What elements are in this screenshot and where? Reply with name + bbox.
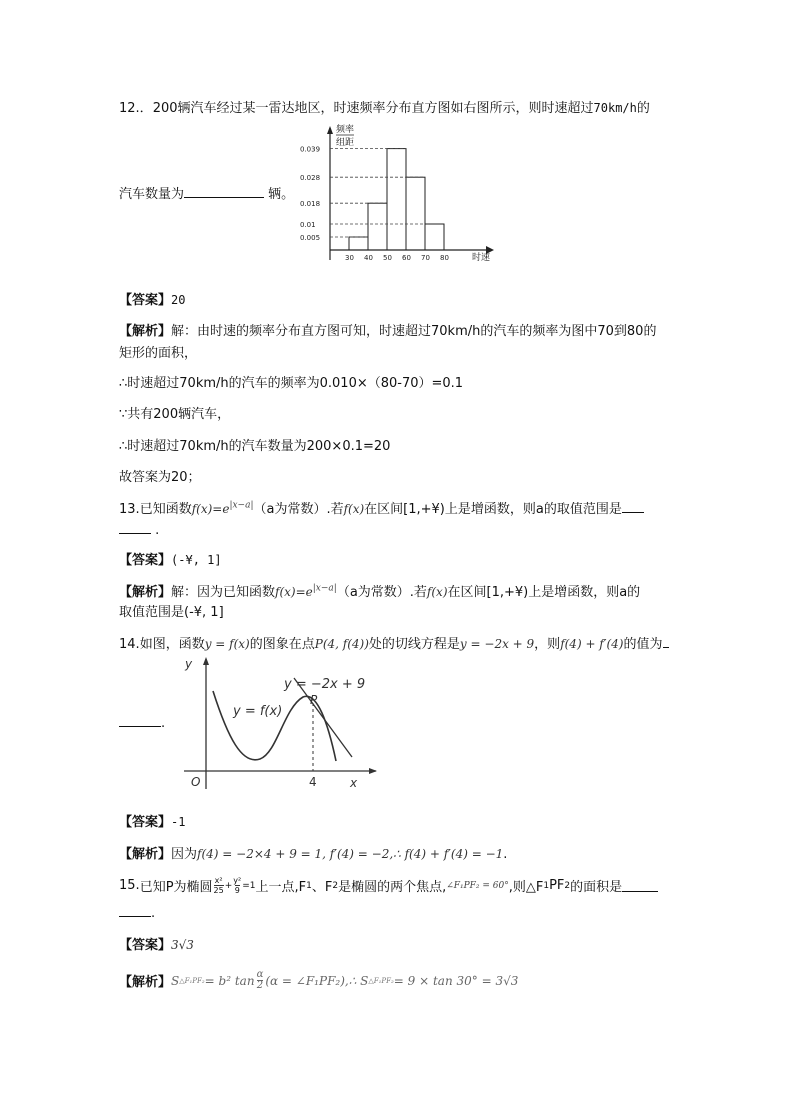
- q12-line2-post: 辆。: [268, 187, 295, 202]
- q14-analysis-formula: f(4) = −2×4 + 9 = 1, f′(4) = −2,∴ f(4) + f′(4) = −1: [197, 847, 504, 861]
- q15-frac1-den: 25: [213, 886, 224, 895]
- answer-tag: 【答案】: [119, 938, 172, 953]
- q15-analysis: [119, 970, 518, 991]
- q13-analysis-l2: 取值范围是(-¥, 1]: [119, 605, 224, 620]
- q13-stem-a: 已知函数: [139, 502, 192, 517]
- y-tick-label: 0.005: [300, 234, 321, 242]
- q15-frac1: [214, 876, 224, 895]
- q15-frac2-num: y²: [233, 876, 242, 885]
- q13-answer-value: (-¥, 1]: [171, 553, 222, 567]
- q13-analysis-a: 解：因为已知函数: [171, 585, 276, 600]
- q12-analysis-l4: ∵共有200辆汽车，: [119, 407, 231, 422]
- y-axis-arrow-icon: [327, 126, 333, 134]
- q12-stem: [119, 97, 650, 116]
- histogram-chart: [296, 122, 506, 268]
- q15-analysis-frac-den: 2: [256, 980, 264, 991]
- y-axis-title-top: 频率: [336, 125, 355, 135]
- q15-sub4: 2: [564, 880, 571, 891]
- q12-analysis-l1: [119, 320, 656, 339]
- histogram-bar: [349, 237, 368, 250]
- q15-comma: 、F: [311, 880, 333, 895]
- q14-stem-d: ，则: [534, 637, 561, 652]
- q13-analysis-formula-fx: f(x): [426, 585, 448, 599]
- q15-plus: +: [224, 880, 233, 891]
- q13-stem-b: （a为常数）.若: [253, 502, 344, 517]
- q13-analysis-formula-f: f(x)=e: [275, 585, 313, 599]
- q13-analysis-c: 在区间[1,+¥)上是增函数，则a的: [447, 585, 641, 600]
- q14-stem-e: 的值为: [623, 637, 663, 652]
- histogram-bar: [406, 177, 425, 250]
- q12-analysis-l2: 矩形的面积，: [119, 346, 198, 361]
- q15-sub1: 1: [306, 880, 312, 891]
- q13-stem: [119, 498, 644, 517]
- histogram-bar: [425, 224, 444, 250]
- x-axis-label: x: [350, 776, 358, 790]
- q14-stem-b: 的图象在点: [249, 637, 315, 652]
- q14-stem-a: 如图，函数: [139, 637, 205, 652]
- q15-analysis-frac-num: α: [256, 969, 264, 980]
- q12-analysis-l3: ∴时速超过70km/h的汽车的频率为0.010×（80-70）=0.1: [119, 376, 464, 391]
- q15-analysis-mid: = b² tan: [204, 973, 255, 988]
- q12-answer-blank[interactable]: [184, 185, 264, 198]
- q15-mid: PF: [549, 878, 565, 893]
- q14-analysis-end: .: [503, 847, 508, 862]
- q13-stem-line2: [119, 521, 159, 538]
- x-tick-label: 30: [345, 254, 354, 262]
- q15-answer-blank-2[interactable]: [119, 904, 151, 917]
- y-tick-label: 0.039: [300, 145, 321, 154]
- q15-stem: [119, 876, 658, 895]
- q12-analysis-l6: 故答案为20；: [119, 470, 201, 485]
- q14-formula-p: P(4, f(4)): [314, 637, 369, 651]
- q12-number: 12.．: [119, 101, 153, 116]
- q15-stem-a: 已知P为椭圆: [139, 880, 213, 895]
- x-tick-4: 4: [309, 775, 317, 789]
- function-graph: [180, 653, 380, 793]
- q14-formula-y: y = f(x): [204, 637, 250, 651]
- x-axis-title: 时速: [472, 253, 491, 263]
- q13-answer-blank-1[interactable]: [622, 500, 644, 513]
- x-axis-arrow-icon: [369, 768, 377, 774]
- function-curve: [213, 691, 336, 761]
- q15-stem-b: 上一点,F: [255, 880, 307, 895]
- q15-analysis-frac: [257, 970, 264, 991]
- y-tick-label: 0.01: [300, 221, 316, 229]
- origin-label: O: [191, 775, 201, 789]
- q12-analysis-l5: ∴时速超过70km/h的汽车数量为200×0.1=20: [119, 439, 391, 454]
- q15-formula-angle: ∠F₁PF₂ = 60°: [446, 880, 509, 891]
- q15-frac2-den: 9: [234, 886, 240, 895]
- q13-formula-f: f(x)=e: [191, 502, 230, 516]
- q15-analysis-paren: (α = ∠F₁PF₂),∴ S: [265, 973, 369, 988]
- q13-formula-fx: f(x): [343, 502, 365, 516]
- q13-answer: [119, 549, 222, 568]
- answer-tag: 【答案】: [119, 553, 172, 568]
- q14-answer-blank-1[interactable]: [663, 635, 669, 648]
- q14-analysis-pre: 因为: [171, 847, 198, 862]
- y-axis-label: y: [185, 657, 193, 671]
- q15-stem-c: 是椭圆的两个焦点,: [338, 880, 447, 895]
- q14-analysis: [119, 843, 507, 862]
- q15-stem-d: ,则△F: [508, 880, 544, 895]
- analysis-tag: 【解析】: [119, 975, 172, 990]
- q15-eq: =1: [242, 880, 256, 891]
- q14-answer-value: -1: [171, 815, 186, 829]
- q15-stem-line2: [119, 904, 155, 921]
- x-tick-label: 80: [440, 254, 449, 262]
- q15-analysis-sub1: △F₁PF₂: [179, 976, 205, 985]
- q15-frac2: [233, 876, 241, 895]
- answer-tag: 【答案】: [119, 293, 172, 308]
- analysis-tag: 【解析】: [119, 585, 172, 600]
- q15-stem-e: 的面积是: [570, 880, 623, 895]
- q12-stem-post: 的: [636, 101, 650, 116]
- q15-analysis-sub2: △F₁PF₂: [368, 976, 394, 985]
- q14-stem-c: 处的切线方程是: [368, 637, 460, 652]
- q15-frac1-num: x²: [214, 876, 223, 885]
- curve-label: y = f(x): [233, 704, 283, 719]
- q13-analysis-formula-exp: |x−a|: [312, 583, 337, 594]
- y-axis-title-bottom: 组距: [336, 138, 355, 148]
- q12-stem-text: 200辆汽车经过某一雷达地区，时速频率分布直方图如右图所示，则时速超过: [152, 101, 594, 116]
- q14-answer-blank-2[interactable]: [119, 714, 161, 727]
- q15-analysis-s1: S: [171, 973, 180, 988]
- q12-line2: [119, 183, 294, 202]
- q14-answer: [119, 811, 185, 830]
- q15-stem-end: .: [151, 906, 156, 921]
- x-tick-label: 70: [421, 254, 430, 262]
- q13-stem-end: .: [155, 523, 160, 538]
- q15-number: 15.: [119, 878, 140, 893]
- q12-answer-value: 20: [171, 293, 186, 307]
- q13-analysis-l1: [119, 581, 640, 600]
- point-label: P: [310, 693, 318, 707]
- histogram-bar: [368, 203, 387, 250]
- q12-answer: [119, 289, 185, 308]
- q15-answer-value: 3√3: [171, 938, 194, 952]
- q15-sub2: 2: [332, 880, 339, 891]
- y-tick-label: 0.018: [300, 200, 321, 209]
- q13-answer-blank-2[interactable]: [119, 521, 151, 534]
- q14-formula-tan: y = −2x + 9: [459, 637, 535, 651]
- q15-analysis-end: = 9 × tan 30° = 3√3: [393, 973, 519, 988]
- x-tick-label: 40: [364, 254, 373, 262]
- q14-stem: [119, 633, 669, 652]
- x-tick-label: 60: [402, 254, 411, 262]
- y-axis-arrow-icon: [203, 657, 209, 665]
- q12-analysis-text1: 解：由时速的频率分布直方图可知，时速超过70km/h的汽车的频率为图中70到80的: [171, 324, 657, 339]
- q14-stem-end: .: [161, 716, 166, 731]
- analysis-tag: 【解析】: [119, 847, 172, 862]
- y-tick-label: 0.028: [300, 174, 321, 183]
- q14-formula-q: f(4) + f′(4): [560, 637, 624, 651]
- q15-answer: [119, 934, 194, 953]
- q13-number: 13.: [119, 502, 140, 517]
- q15-answer-blank-1[interactable]: [622, 879, 658, 892]
- q13-analysis-b: （a为常数）.若: [336, 585, 427, 600]
- q13-stem-c: 在区间[1,+¥)上是增函数，则a的取值范围是: [364, 502, 622, 517]
- histogram-bar: [387, 149, 406, 250]
- q12-line2-text: 汽车数量为: [119, 187, 185, 202]
- q14-stem-line2: [119, 714, 165, 731]
- tangent-label: y = −2x + 9: [284, 677, 366, 692]
- answer-tag: 【答案】: [119, 815, 172, 830]
- x-tick-label: 50: [383, 254, 392, 262]
- q12-unit: 70km/h: [593, 101, 637, 115]
- analysis-tag: 【解析】: [119, 324, 172, 339]
- q15-sub3: 1: [543, 880, 550, 891]
- q13-formula-exp: |x−a|: [229, 500, 254, 511]
- q14-number: 14.: [119, 637, 140, 652]
